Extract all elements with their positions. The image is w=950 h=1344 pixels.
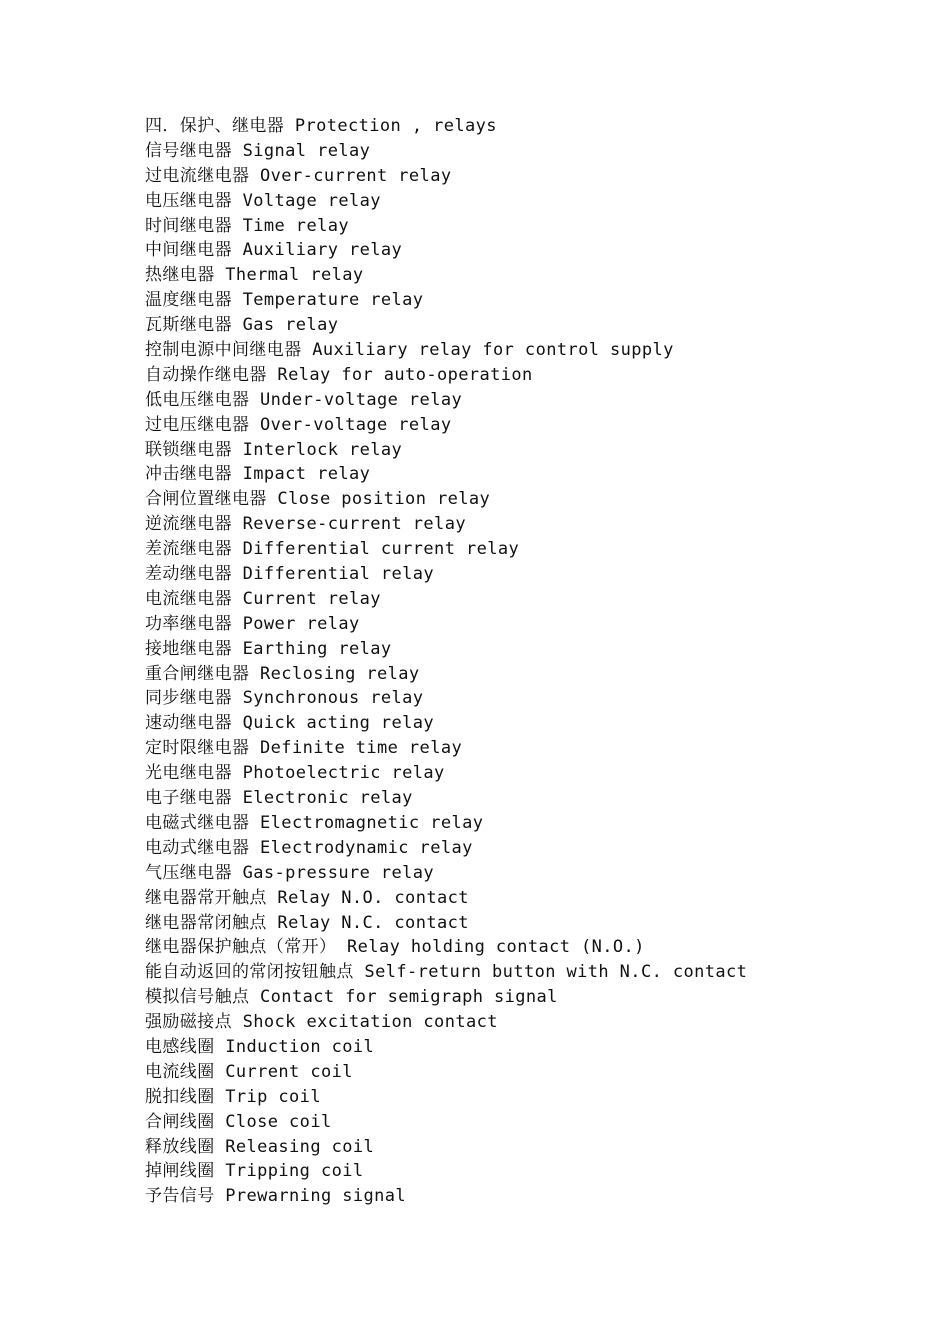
glossary-entry: 温度继电器 Temperature relay — [145, 290, 424, 311]
glossary-entry: 信号继电器 Signal relay — [145, 140, 371, 161]
glossary-entry: 气压继电器 Gas-pressure relay — [145, 862, 435, 883]
glossary-entry: 电子继电器 Electronic relay — [145, 788, 413, 809]
glossary-entry: 予告信号 Prewarning signal — [145, 1186, 407, 1207]
glossary-entry: 电流继电器 Current relay — [145, 588, 381, 609]
glossary-entry: 电磁式继电器 Electromagnetic relay — [145, 812, 484, 833]
glossary-entry: 时间继电器 Time relay — [145, 215, 349, 236]
glossary-entry: 电压继电器 Voltage relay — [145, 190, 381, 211]
glossary-entry: 瓦斯继电器 Gas relay — [145, 315, 339, 336]
glossary-entry: 逆流继电器 Reverse-current relay — [145, 514, 466, 535]
glossary-entry: 电感线圈 Induction coil — [145, 1036, 375, 1057]
glossary-entry: 光电继电器 Photoelectric relay — [145, 763, 445, 784]
glossary-entry: 功率继电器 Power relay — [145, 613, 360, 634]
glossary-entry: 控制电源中间继电器 Auxiliary relay for control supply — [145, 340, 674, 361]
glossary-text — [145, 114, 905, 1209]
glossary-entry: 联锁继电器 Interlock relay — [145, 439, 403, 460]
glossary-entry: 差动继电器 Differential relay — [145, 564, 435, 585]
glossary-entry: 强励磁接点 Shock excitation contact — [145, 1012, 498, 1033]
glossary-entry: 脱扣线圈 Trip coil — [145, 1086, 321, 1107]
glossary-entry: 继电器常开触点 Relay N.O. contact — [145, 887, 469, 908]
glossary-entry: 差流继电器 Differential current relay — [145, 539, 520, 560]
glossary-entry: 过电流继电器 Over-current relay — [145, 165, 452, 186]
glossary-entry: 电流线圈 Current coil — [145, 1061, 353, 1082]
glossary-entry: 重合闸继电器 Reclosing relay — [145, 663, 420, 684]
glossary-entry: 合闸位置继电器 Close position relay — [145, 489, 491, 510]
glossary-entry: 电动式继电器 Electrodynamic relay — [145, 837, 473, 858]
section-heading: 四．保护、继电器 Protection , relays — [145, 116, 497, 136]
glossary-entry: 继电器常闭触点 Relay N.C. contact — [145, 912, 469, 933]
glossary-entry: 速动继电器 Quick acting relay — [145, 713, 435, 734]
glossary-entry: 过电压继电器 Over-voltage relay — [145, 414, 452, 435]
glossary-entry: 同步继电器 Synchronous relay — [145, 688, 424, 709]
glossary-entry: 能自动返回的常闭按钮触点 Self-return button with N.C. contact — [145, 962, 748, 983]
glossary-entry: 继电器保护触点（常开） Relay holding contact (N.O.) — [145, 937, 645, 958]
glossary-entry: 掉闸线圈 Tripping coil — [145, 1161, 364, 1182]
glossary-entry: 定时限继电器 Definite time relay — [145, 738, 463, 759]
glossary-entry: 冲击继电器 Impact relay — [145, 464, 371, 485]
glossary-entry: 接地继电器 Earthing relay — [145, 638, 392, 659]
glossary-entry: 低电压继电器 Under-voltage relay — [145, 389, 463, 410]
glossary-entry: 自动操作继电器 Relay for auto-operation — [145, 364, 533, 385]
glossary-entry: 合闸线圈 Close coil — [145, 1111, 332, 1132]
glossary-entry: 热继电器 Thermal relay — [145, 265, 364, 286]
glossary-entry: 模拟信号触点 Contact for semigraph signal — [145, 987, 558, 1008]
glossary-entry: 释放线圈 Releasing coil — [145, 1136, 375, 1157]
glossary-entry: 中间继电器 Auxiliary relay — [145, 240, 403, 261]
